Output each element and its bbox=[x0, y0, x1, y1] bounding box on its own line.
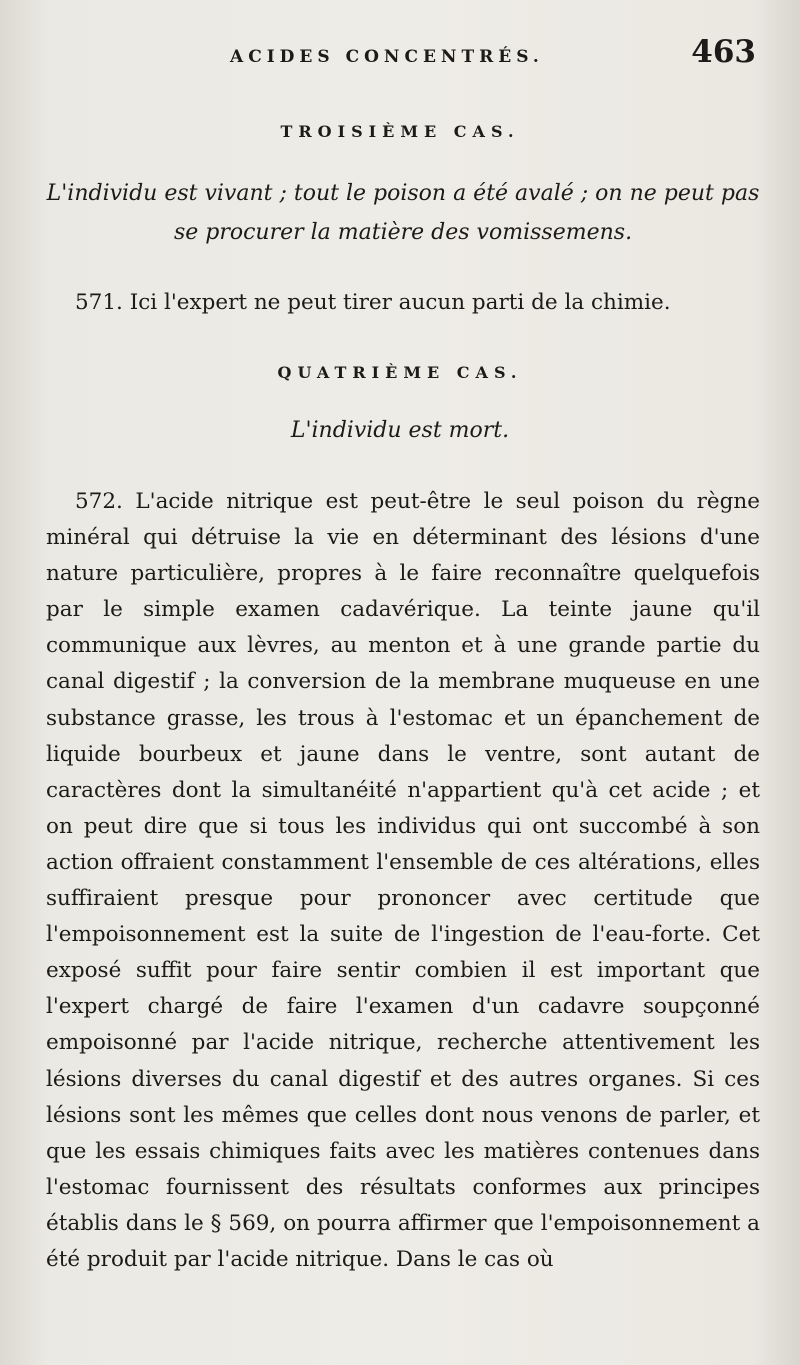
paragraph-text: L'acide nitrique est peut-être le seul poison du règne minéral qui détruise la vie en déterminant des lésions d'une nature particulière, propres à le faire reconnaître quelquefois par le simple examen cadavérique. La teinte jaune qu'il communique aux lèvres, au menton et à une grande partie du canal digestif ; la conversion de la membrane muqueuse en une substance grasse, les trous à l'estomac et un épanchement de liquide bourbeux et jaune dans le ventre, sont autant de caractères dont la simultanéité n'appartient qu'à cet acide ; et on peut dire que si tous les individus qui ont succombé à son action offraient constamment l'ensemble de ces altérations, elles suffiraient presque pour prononcer avec certitude que l'empoisonnement est la suite de l'ingestion de l'eau-forte. Cet exposé suffit pour faire sentir combien il est important que l'expert chargé de faire l'examen d'un cadavre soupçonné empoisonné par l'acide nitrique, recherche attentivement les lésions diverses du canal digestif et des autres organes. Si ces lésions sont les mêmes que celles dont nous venons de parler, et que les essais chimiques faits avec les matières contenues dans l'estomac fournissent des résultats conformes aux principes établis dans le § 569, on pourra affirmer que l'empoisonnement a été produit par l'acide nitrique. Dans le cas où bbox=[46, 489, 760, 1272]
page-number: 463 bbox=[691, 34, 756, 70]
case-three-title: TROISIÈME CAS. bbox=[280, 122, 520, 141]
running-head: ACIDES CONCENTRÉS. bbox=[230, 47, 544, 67]
paragraph-number: 572. bbox=[75, 489, 123, 514]
paragraph-572 bbox=[46, 484, 760, 1278]
case-three-subtitle: L'individu est vivant ; tout le poison a été avalé ; on ne peut pas se procurer la matière des vomissemens. bbox=[46, 181, 760, 245]
case-four-subtitle: L'individu est mort. bbox=[290, 418, 510, 443]
paragraph-571 bbox=[46, 285, 760, 321]
paragraph-number: 571. bbox=[75, 290, 123, 315]
paragraph-text: Ici l'expert ne peut tirer aucun parti de la chimie. bbox=[129, 290, 671, 315]
case-four-title: QUATRIÈME CAS. bbox=[277, 363, 523, 382]
page-header bbox=[0, 34, 800, 78]
